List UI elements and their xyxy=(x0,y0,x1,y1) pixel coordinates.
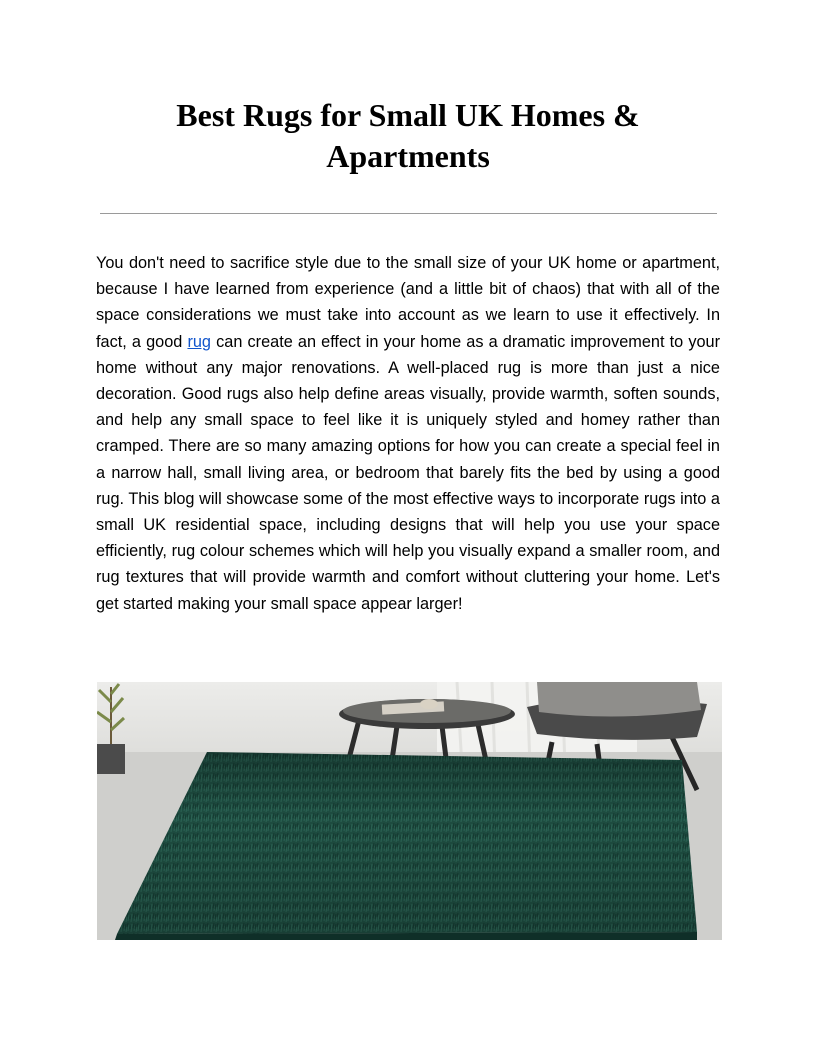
page-title: Best Rugs for Small UK Homes & Apartments xyxy=(176,97,640,174)
rug-photo xyxy=(97,682,722,940)
intro-text-after-link: can create an effect in your home as a dramatic improvement to your home without any major renovations. A well-placed rug is more than just a nice decoration. Good rugs also help define areas visually, provide warmth, soften sounds, and help any small space to feel like it is uniquely styled and homey rather than cramped. There are so many amazing options for how you can create a special feel in a narrow hall, small living area, or bedroom that barely fits the bed by using a good rug. This blog will showcase some of the most effective ways to incorporate rugs into a small UK residential space, including designs that will help you use your space efficiently, rug colour schemes which will help you visually expand a smaller room, and rug textures that will provide warmth and comfort without cluttering your home. Let's get started making your small space appear larger! xyxy=(96,332,720,613)
intro-paragraph xyxy=(96,250,720,617)
rug xyxy=(115,752,697,940)
rug-link[interactable]: rug xyxy=(187,332,211,351)
intro-text-before-link: You don't need to sacrifice style due to the small size of your UK home or apartment, because I have learned from experience (and a little bit of chaos) that with all of the space considerations we must take into account as we learn to use it effectively. In fact, a good xyxy=(96,254,720,351)
horizontal-divider xyxy=(100,213,717,214)
